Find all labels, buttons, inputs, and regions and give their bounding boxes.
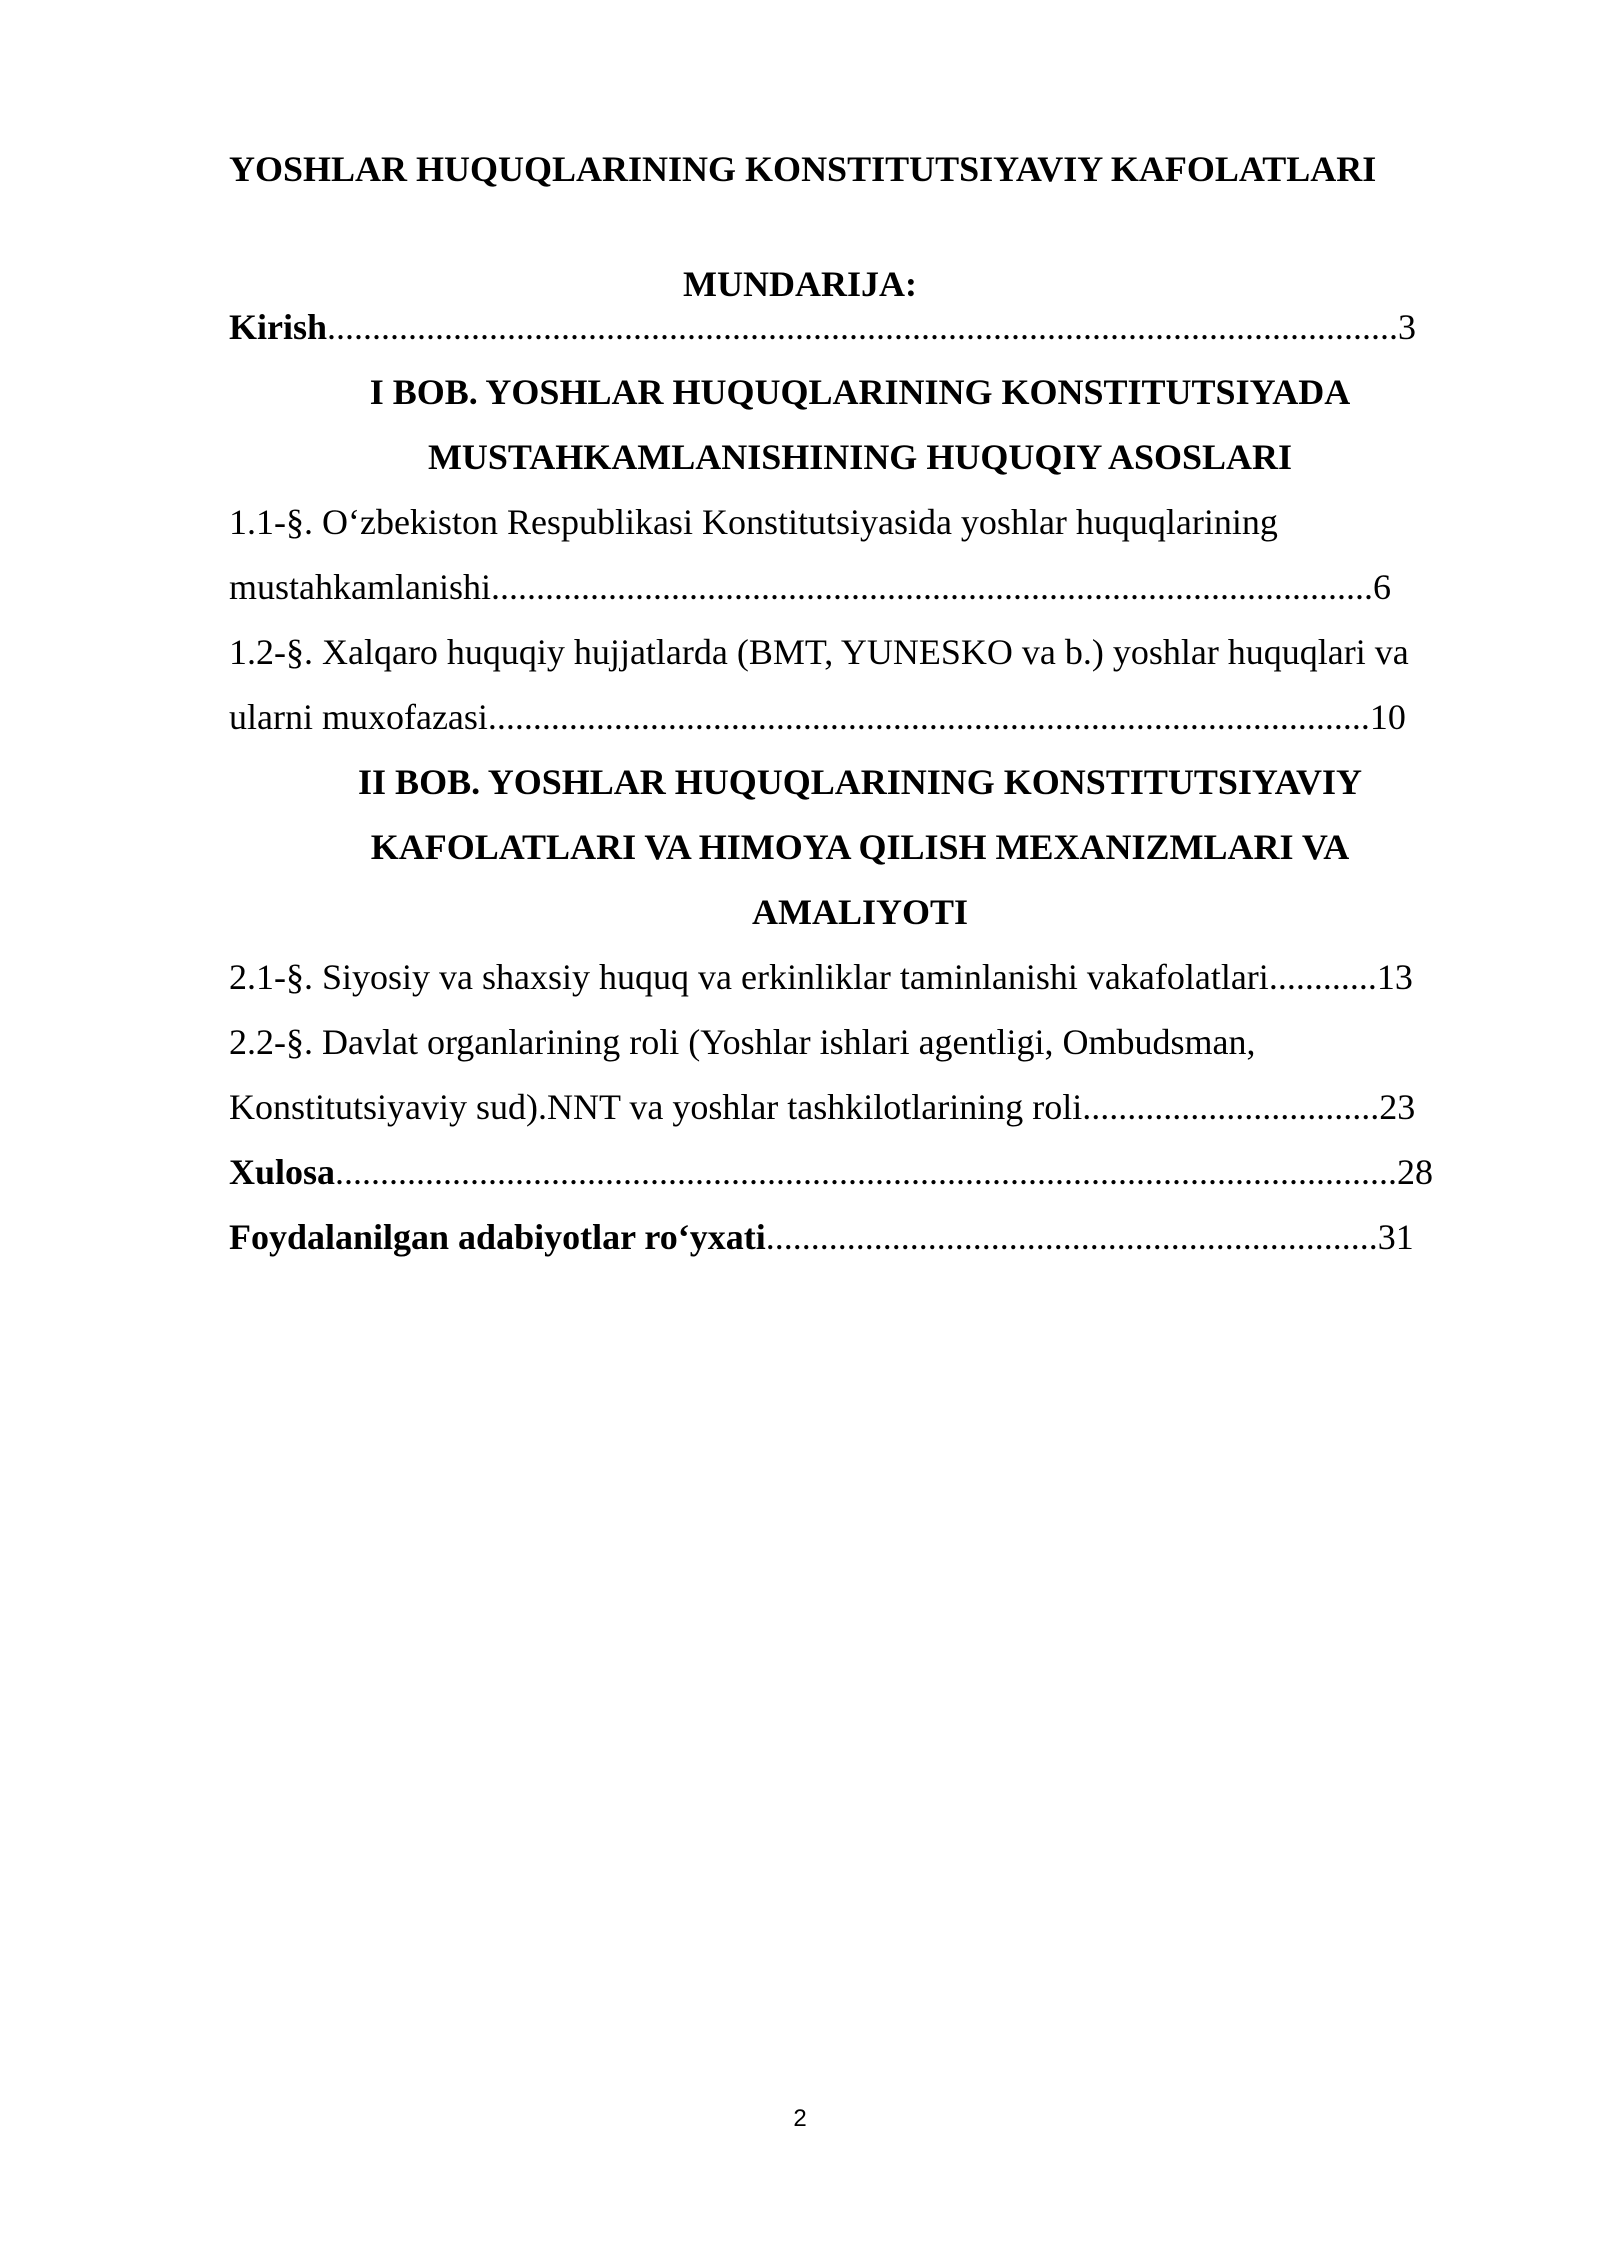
toc-entry-2-1 <box>229 956 1413 998</box>
toc-entry-2-2-line-2 <box>229 1086 1415 1128</box>
toc-leader-dots: ................................. <box>1082 1087 1380 1127</box>
toc-page-number: 10 <box>1369 697 1406 737</box>
chapter-2-heading-line-1: II BOB. YOSHLAR HUQUQLARINING KONSTITUTSIYAVIY <box>358 762 1362 802</box>
toc-entry-text: Konstitutsiyaviy sud).NNT va yoshlar tashkilotlarining roli <box>229 1087 1083 1127</box>
toc-entry-text: ularni muxofazasi <box>229 697 488 737</box>
document-title: YOSHLAR HUQUQLARINING KONSTITUTSIYAVIY KAFOLATLARI <box>229 149 1377 189</box>
toc-page-number: 3 <box>1398 307 1417 347</box>
toc-entry-xulosa <box>229 1151 1433 1193</box>
toc-entry-1-1-line-2 <box>229 566 1391 608</box>
toc-entry-text: 1.1-§. O‘zbekiston Respublikasi Konstitutsiyasida yoshlar huquqlarining <box>229 502 1278 542</box>
page-number: 2 <box>793 2105 807 2132</box>
toc-entry-text: Kirish <box>229 307 328 347</box>
toc-leader-dots: .................................................................................................. <box>490 567 1373 607</box>
toc-entry-1-1-line-1 <box>229 501 1278 543</box>
toc-page-number: 13 <box>1376 957 1413 997</box>
chapter-1-heading-line-2: MUSTAHKAMLANISHINING HUQUQIY ASOSLARI <box>427 437 1293 477</box>
chapter-1-heading-line-1: I BOB. YOSHLAR HUQUQLARINING KONSTITUTSIYADA <box>369 372 1351 412</box>
toc-entry-text: Foydalanilgan adabiyotlar ro‘yxati <box>229 1217 766 1257</box>
toc-entry-text: 2.1-§. Siyosiy va shaxsiy huquq va erkinliklar taminlanishi vakafolatlari <box>229 957 1269 997</box>
toc-entry-text: Xulosa <box>229 1152 336 1192</box>
toc-page-number: 31 <box>1377 1217 1414 1257</box>
toc-entry-references <box>229 1216 1414 1258</box>
toc-leader-dots: ............ <box>1268 957 1377 997</box>
chapter-2-heading-line-3: AMALIYOTI <box>751 892 969 932</box>
toc-leader-dots: .................................................................... <box>765 1217 1378 1257</box>
toc-entry-2-2-line-1 <box>229 1021 1256 1063</box>
toc-heading: MUNDARIJA: <box>683 264 917 304</box>
toc-leader-dots: .................................................................................................. <box>487 697 1370 737</box>
toc-page-number: 6 <box>1372 567 1391 607</box>
toc-page-number: 28 <box>1397 1152 1434 1192</box>
toc-entry-1-2-line-1 <box>229 631 1409 673</box>
toc-entry-text: 1.2-§. Xalqaro huquqiy hujjatlarda (BMT, YUNESKO va b.) yoshlar huquqlari va <box>229 632 1409 672</box>
chapter-2-heading-line-2: KAFOLATLARI VA HIMOYA QILISH MEXANIZMLARI VA <box>370 827 1350 867</box>
toc-leader-dots: ....................................................................................................................... <box>327 307 1399 347</box>
toc-entry-text: mustahkamlanishi <box>229 567 491 607</box>
toc-leader-dots: ...................................................................................................................... <box>335 1152 1398 1192</box>
toc-entry-1-2-line-2 <box>229 696 1406 738</box>
toc-entry-kirish <box>229 306 1416 348</box>
toc-page-number: 23 <box>1379 1087 1416 1127</box>
toc-entry-text: 2.2-§. Davlat organlarining roli (Yoshlar ishlari agentligi, Ombudsman, <box>229 1022 1256 1062</box>
